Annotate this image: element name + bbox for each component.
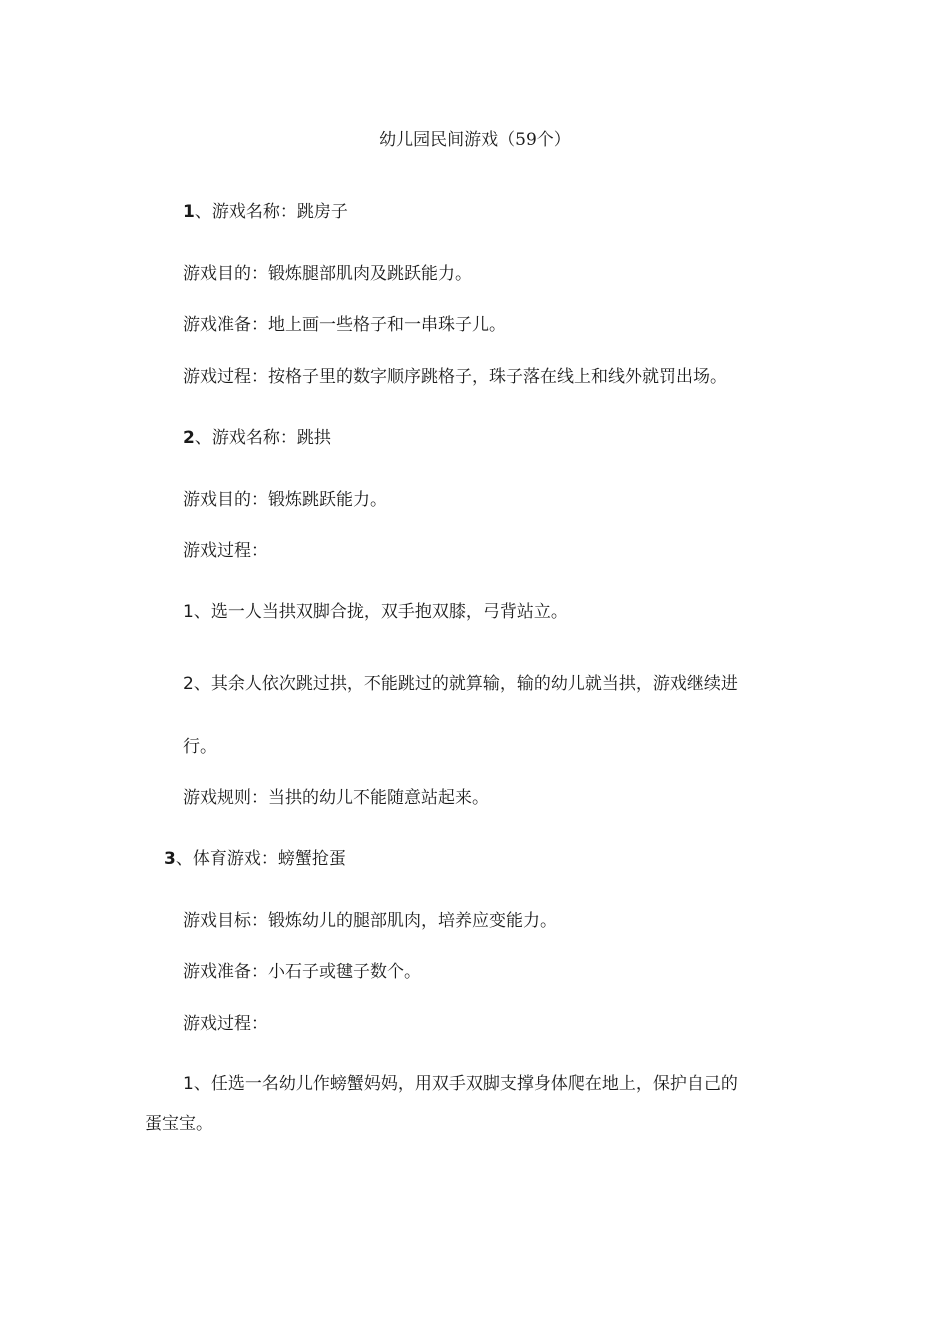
paragraph: 游戏过程：按格子里的数字顺序跳格子，珠子落在线上和线外就罚出场。: [183, 367, 727, 387]
paragraph: 游戏目的：锻炼跳跃能力。: [183, 490, 387, 510]
step-number: 1: [183, 1074, 194, 1094]
paragraph: 游戏规则：当拱的幼儿不能随意站起来。: [183, 788, 489, 808]
paragraph: 游戏准备：小石子或毽子数个。: [183, 962, 421, 982]
section-heading: [183, 200, 348, 224]
section-heading: [183, 426, 331, 450]
section-number: 1: [183, 202, 195, 222]
paragraph: 行。: [183, 737, 217, 757]
step-item: [183, 1072, 738, 1096]
section-number: 2: [183, 428, 195, 448]
step-number: 1: [183, 602, 194, 622]
step-text: 、其余人依次跳过拱，不能跳过的就算输，输的幼儿就当拱，游戏继续进: [193, 674, 738, 694]
section-heading-text: 、体育游戏：螃蟹抢蛋: [175, 849, 346, 869]
step-text: 、任选一名幼儿作螃蟹妈妈，用双手双脚支撑身体爬在地上，保护自己的: [193, 1074, 738, 1094]
step-text: 、选一人当拱双脚合拢，双手抱双膝，弓背站立。: [193, 602, 568, 622]
section-number: 3: [164, 849, 176, 869]
paragraph: 游戏过程：: [183, 541, 268, 561]
paragraph: 游戏准备：地上画一些格子和一串珠子儿。: [183, 315, 506, 335]
step-item: [183, 672, 738, 696]
step-number: 2: [183, 674, 194, 694]
section-heading: [164, 847, 346, 871]
paragraph: 游戏目标：锻炼幼儿的腿部肌肉，培养应变能力。: [183, 911, 557, 931]
section-heading-text: 、游戏名称：跳拱: [194, 428, 331, 448]
step-item: [183, 600, 568, 624]
paragraph: 游戏过程：: [183, 1014, 268, 1034]
section-heading-text: 、游戏名称：跳房子: [194, 202, 348, 222]
document-title: 幼儿园民间游戏（59个）: [379, 130, 571, 150]
paragraph: 游戏目的：锻炼腿部肌肉及跳跃能力。: [183, 264, 472, 284]
paragraph: 蛋宝宝。: [145, 1114, 213, 1134]
